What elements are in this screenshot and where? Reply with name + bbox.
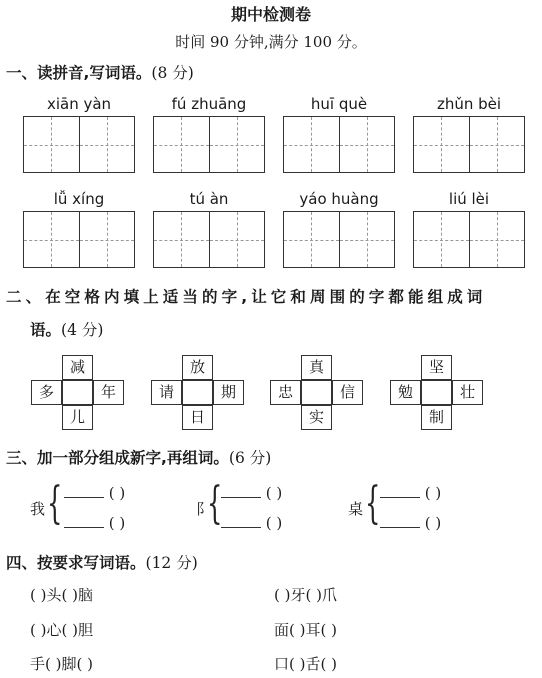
cross-bottom-char: 日: [182, 405, 213, 430]
answer-line[interactable]: [380, 527, 420, 528]
pinyin-label: yáo huàng: [299, 190, 379, 208]
brace-icon: {: [365, 478, 381, 529]
word-cross-puzzle: [390, 355, 483, 430]
pinyin-label: fú zhuāng: [171, 95, 247, 113]
compose-blank-2[interactable]: [221, 514, 282, 532]
tian-grid-answer-box[interactable]: [153, 211, 265, 268]
section4-heading: [6, 551, 198, 573]
cross-right-char: 信: [332, 380, 363, 405]
answer-paren[interactable]: ( ): [108, 514, 126, 532]
word-blank-row[interactable]: 面( )耳( ): [274, 621, 337, 639]
tian-grid-answer-box[interactable]: [23, 116, 135, 173]
cross-left-char: 请: [151, 380, 182, 405]
cross-right-char: 年: [93, 380, 124, 405]
tian-grid-answer-box[interactable]: [413, 211, 525, 268]
cross-top-char: 放: [182, 355, 213, 380]
word-blank-row[interactable]: ( )牙( )爪: [274, 586, 337, 604]
cross-right-char: 期: [213, 380, 244, 405]
cross-bottom-char: 制: [421, 405, 452, 430]
cross-top-char: 坚: [421, 355, 452, 380]
section3-heading-text: 三、加一部分组成新字,再组词。: [6, 449, 229, 467]
base-char: 桌: [348, 500, 364, 518]
cross-center-blank[interactable]: [301, 380, 332, 405]
tian-grid-answer-box[interactable]: [23, 211, 135, 268]
word-blank-row[interactable]: ( )心( )胆: [30, 621, 93, 639]
cross-top-char: 真: [301, 355, 332, 380]
compose-blank-1[interactable]: [380, 484, 441, 502]
answer-paren[interactable]: ( ): [424, 514, 442, 532]
pinyin-label: lǚ xíng: [53, 190, 105, 208]
answer-line[interactable]: [64, 497, 104, 498]
brace-icon: {: [207, 478, 223, 529]
answer-line[interactable]: [221, 527, 261, 528]
base-char: 我: [30, 500, 46, 518]
word-cross-puzzle: [31, 355, 124, 430]
base-char: 阝: [196, 500, 212, 518]
word-cross-puzzle: [151, 355, 244, 430]
section3-heading: [6, 446, 271, 468]
section3-points: (6 分): [228, 449, 272, 467]
pinyin-label: huī què: [310, 95, 368, 113]
cross-left-char: 多: [31, 380, 62, 405]
cross-center-blank[interactable]: [182, 380, 213, 405]
cross-center-blank[interactable]: [62, 380, 93, 405]
pinyin-label: zhǔn bèi: [436, 95, 502, 113]
compose-blank-1[interactable]: [221, 484, 282, 502]
compose-item: [196, 480, 356, 538]
answer-paren[interactable]: ( ): [424, 484, 442, 502]
compose-item: [348, 480, 518, 538]
section2-points: (4 分): [61, 321, 104, 339]
cross-left-char: 勉: [390, 380, 421, 405]
word-cross-puzzle: [270, 355, 363, 430]
cross-center-blank[interactable]: [421, 380, 452, 405]
answer-line[interactable]: [221, 497, 261, 498]
tian-grid-answer-box[interactable]: [413, 116, 525, 173]
compose-blank-2[interactable]: [380, 514, 441, 532]
compose-blank-1[interactable]: [64, 484, 125, 502]
cross-bottom-char: 儿: [62, 405, 93, 430]
brace-icon: {: [47, 478, 63, 529]
answer-paren[interactable]: ( ): [265, 484, 283, 502]
page-subtitle: 时间 90 分钟,满分 100 分。: [175, 33, 367, 51]
section1-points: (8 分): [151, 64, 194, 82]
word-blank-row[interactable]: ( )头( )脑: [30, 586, 93, 604]
section2-heading-line2: [30, 318, 103, 340]
tian-grid-answer-box[interactable]: [153, 116, 265, 173]
tian-grid-answer-box[interactable]: [283, 211, 395, 268]
cross-right-char: 壮: [452, 380, 483, 405]
section2-heading-line1: 二、在空格内填上适当的字,让它和周围的字都能组成词: [6, 288, 487, 306]
pinyin-label: liú lèi: [448, 190, 490, 208]
answer-paren[interactable]: ( ): [108, 484, 126, 502]
pinyin-label: tú àn: [189, 190, 229, 208]
answer-paren[interactable]: ( ): [265, 514, 283, 532]
section2-heading-text: 语。: [30, 321, 62, 339]
cross-bottom-char: 实: [301, 405, 332, 430]
compose-blank-2[interactable]: [64, 514, 125, 532]
compose-item: [30, 480, 190, 538]
cross-top-char: 减: [62, 355, 93, 380]
section4-heading-text: 四、按要求写词语。: [6, 554, 146, 572]
word-blank-row[interactable]: 口( )舌( ): [274, 655, 337, 673]
section1-heading-text: 一、读拼音,写词语。: [6, 64, 152, 82]
pinyin-label: xiān yàn: [46, 95, 112, 113]
page-title: 期中检测卷: [230, 5, 311, 24]
section1-heading: [6, 61, 194, 83]
answer-line[interactable]: [64, 527, 104, 528]
word-blank-row[interactable]: 手( )脚( ): [30, 655, 93, 673]
cross-left-char: 忠: [270, 380, 301, 405]
tian-grid-answer-box[interactable]: [283, 116, 395, 173]
section4-points: (12 分): [145, 554, 198, 572]
answer-line[interactable]: [380, 497, 420, 498]
